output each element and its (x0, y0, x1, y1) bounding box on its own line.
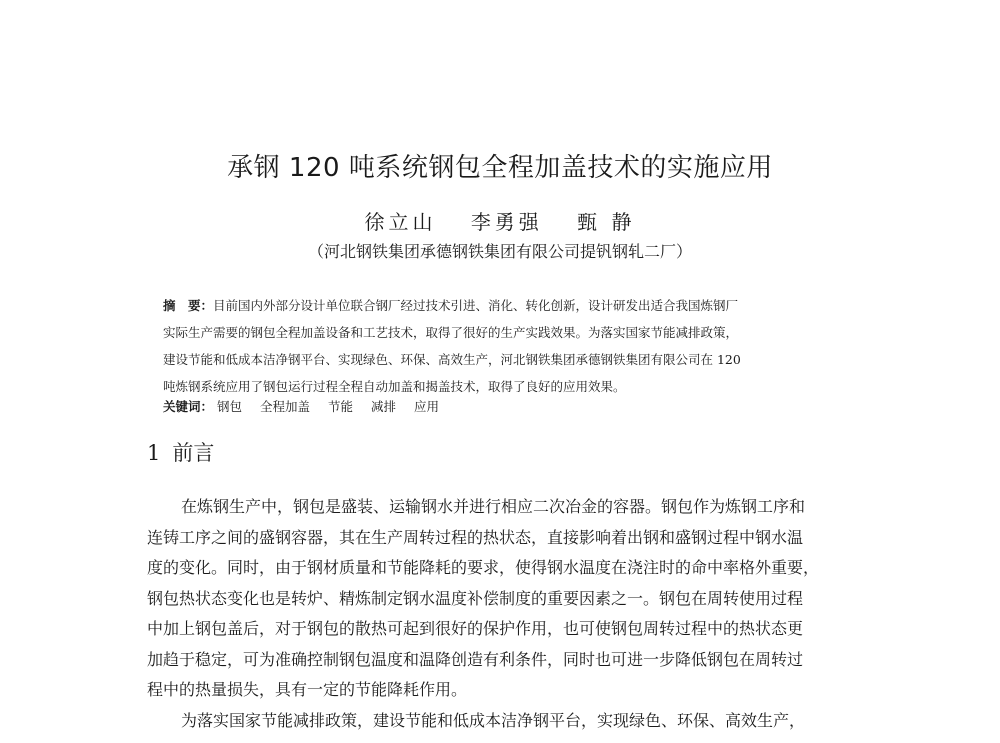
author-name: 李勇强 (470, 210, 543, 234)
keywords-label: 关键词： (163, 399, 214, 414)
keyword: 节能 (328, 399, 354, 414)
body-line: 加趋于稳定，可为准确控制钢包温度和温降创造有利条件，同时也可进一步降低钢包在周转过 (147, 649, 804, 669)
author-list (150, 206, 850, 235)
section-heading (147, 437, 214, 467)
keyword: 应用 (414, 399, 440, 414)
paper-title: 承钢 120 吨系统钢包全程加盖技术的实施应用 (227, 153, 773, 183)
keywords (163, 397, 453, 415)
body-line: 为落实国家节能减排政策，建设节能和低成本洁净钢平台，实现绿色、环保、高效生产， (181, 710, 806, 730)
keyword: 减排 (371, 399, 397, 414)
abstract-line (163, 292, 873, 319)
author-affiliation: （河北钢铁集团承德钢铁集团有限公司提钒钢轧二厂） (307, 242, 692, 261)
keyword: 钢包 (217, 399, 243, 414)
body-line: 在炼钢生产中，钢包是盛装、运输钢水并进行相应二次冶金的容器。钢包作为炼钢工序和 (181, 497, 806, 516)
body-line: 连铸工序之间的盛钢容器，其在生产周转过程的热状态，直接影响着出钢和盛钢过程中钢水温 (147, 527, 804, 547)
keyword: 全程加盖 (260, 399, 311, 414)
abstract (163, 292, 873, 400)
abstract-line: 建设节能和低成本洁净钢平台、实现绿色、环保、高效生产，河北钢铁集团承德钢铁集团有限公司在 120 (163, 352, 741, 367)
abstract-line: 实际生产需要的钢包全程加盖设备和工艺技术，取得了很好的生产实践效果。为落实国家节能减排政策， (163, 325, 739, 340)
abstract-text: 目前国内外部分设计单位联合钢厂经过技术引进、消化、转化创新，设计研发出适合我国炼钢厂 (213, 298, 739, 313)
abstract-line: 吨炼钢系统应用了钢包运行过程全程自动加盖和揭盖技术，取得了良好的应用效果。 (163, 379, 626, 394)
body-line: 度的变化。同时，由于钢材质量和节能降耗的要求，使得钢水温度在浇注时的命中率格外重要， (147, 558, 820, 577)
body-line: 钢包热状态变化也是转炉、精炼制定钢水温度补偿制度的重要因素之一。钢包在周转使用过程 (147, 588, 804, 608)
abstract-label: 摘 要： (163, 298, 214, 313)
body-line: 中加上钢包盖后，对于钢包的散热可起到很好的保护作用，也可使钢包周转过程中的热状态更 (147, 619, 804, 638)
section-number: 1 (147, 441, 161, 465)
author-name: 甄 静 (577, 210, 636, 234)
section-title: 前言 (172, 441, 215, 465)
body-line: 程中的热量损失，具有一定的节能降耗作用。 (147, 680, 468, 699)
author-name: 徐立山 (364, 210, 437, 234)
body-text (147, 492, 887, 736)
